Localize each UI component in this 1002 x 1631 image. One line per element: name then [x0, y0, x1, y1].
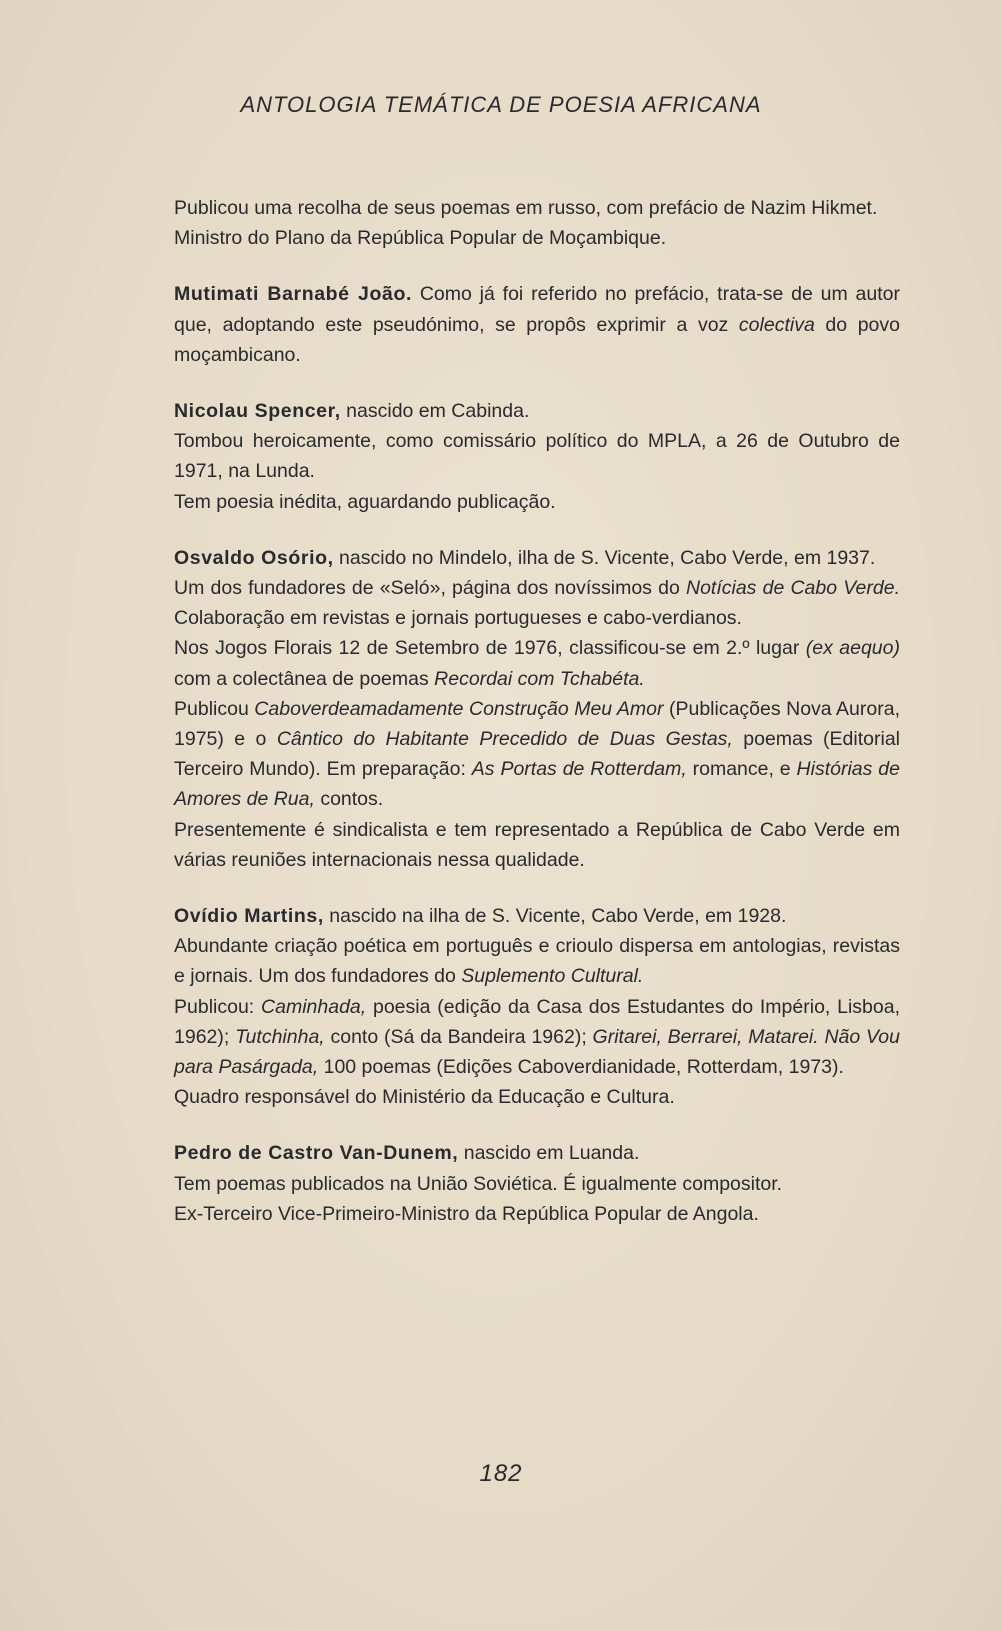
text-line: Tem poemas publicados na União Soviética. É igualmente compositor. — [174, 1172, 783, 1195]
text-line: Ministro do Plano da República Popular de Moçambique. — [174, 227, 667, 250]
text-line: Publicou uma recolha de seus poemas em russo, com prefácio de Nazim Hikmet. — [174, 197, 878, 219]
entry-text: romance, e — [686, 758, 797, 781]
entry-italic: Notícias de Cabo Verde. — [685, 577, 900, 600]
text-line: Tombou heroicamente, como comissário político do MPLA, a 26 de Outubro de 1971, na Lunda. — [174, 430, 900, 483]
entry-text: do povo moçambicano. — [174, 313, 900, 366]
entry-italic: Tutchinha, — [235, 1025, 325, 1048]
text-line: Quadro responsável do Ministério da Educação e Cultura. — [174, 1086, 675, 1109]
entry-italic: (ex aequo) — [805, 637, 900, 660]
entry-italic: Caminhada, — [261, 995, 367, 1018]
entry-text: Abundante criação poética em português e crioulo dispersa em antologias, revistas e jornais. Um dos fundadores do — [174, 935, 900, 988]
entry-text: Nos Jogos Florais 12 de Setembro de 1976, classificou-se em 2.º lugar — [174, 637, 806, 660]
entry-text: nascido em Cabinda. — [340, 400, 530, 423]
author-name: Ovídio Martins, — [174, 905, 324, 928]
entry-continuation — [174, 193, 900, 253]
entry-mutimati-barnabe-joao — [174, 279, 900, 370]
text-line: Ex-Terceiro Vice-Primeiro-Ministro da República Popular de Angola. — [174, 1202, 759, 1225]
author-name: Mutimati Barnabé João. — [174, 283, 412, 306]
entry-ovidio-martins — [174, 901, 900, 1112]
entry-text: Publicou — [174, 697, 255, 720]
entry-text: (Publicações Nova Aurora, 1975) e o — [174, 697, 900, 751]
page-body — [174, 193, 900, 1255]
entry-text: Um dos fundadores de «Seló», página dos novíssimos do — [174, 577, 686, 600]
entry-text: contos. — [314, 788, 384, 811]
entry-text: nascido no Mindelo, ilha de S. Vicente, Cabo Verde, em 1937. — [333, 546, 876, 569]
entry-italic: Caboverdeamadamente Construção Meu Amor — [254, 697, 664, 720]
entry-italic: As Portas de Rotterdam, — [471, 758, 687, 781]
text-line: Presentemente é sindicalista e tem representado a República de Cabo Verde em várias reuniões internacionais nessa qualidade. — [174, 818, 900, 871]
entry-italic: Gritarei, Berrarei, Matarei. Não Vou para Pasárgada, — [174, 1025, 900, 1079]
entry-italic: colectiva — [738, 313, 815, 336]
running-header: ANTOLOGIA TEMÁTICA DE POESIA AFRICANA — [240, 92, 762, 117]
author-name: Osvaldo Osório, — [174, 546, 334, 569]
entry-osvaldo-osorio — [174, 543, 900, 875]
entry-text: nascido em Luanda. — [458, 1142, 640, 1165]
page-number: 182 — [479, 1460, 523, 1487]
entry-pedro-de-castro-van-dunem — [174, 1138, 900, 1229]
entry-nicolau-spencer — [174, 396, 900, 517]
entry-text: com a colectânea de poemas — [174, 667, 435, 690]
entry-text: nascido na ilha de S. Vicente, Cabo Verde, em 1928. — [323, 905, 787, 928]
entry-italic: Suplemento Cultural. — [461, 965, 644, 988]
entry-text: 100 poemas (Edições Caboverdianidade, Rotterdam, 1973). — [318, 1056, 844, 1079]
entry-italic: Cântico do Habitante Precedido de Duas Gestas, — [276, 728, 733, 751]
entry-text: poesia (edição da Casa dos Estudantes do Império, Lisboa, 1962); — [174, 995, 901, 1048]
entry-italic: Histórias de Amores de Rua, — [174, 758, 900, 811]
entry-text: conto (Sá da Bandeira 1962); — [324, 1025, 593, 1048]
author-name: Pedro de Castro Van-Dunem, — [174, 1142, 459, 1165]
author-name: Nicolau Spencer, — [174, 400, 341, 423]
entry-text: Colaboração em revistas e jornais portugueses e cabo-verdianos. — [174, 607, 742, 630]
text-line: Tem poesia inédita, aguardando publicação. — [174, 490, 556, 513]
entry-text: poemas (Editorial Terceiro Mundo). Em preparação: — [174, 728, 900, 781]
entry-text: Publicou: — [174, 995, 262, 1018]
entry-text: Como já foi referido no prefácio, trata-se de um autor que, adoptando este pseudónimo, se propôs exprimir a voz — [174, 283, 900, 336]
entry-italic: Recordai com Tchabéta. — [434, 667, 645, 690]
